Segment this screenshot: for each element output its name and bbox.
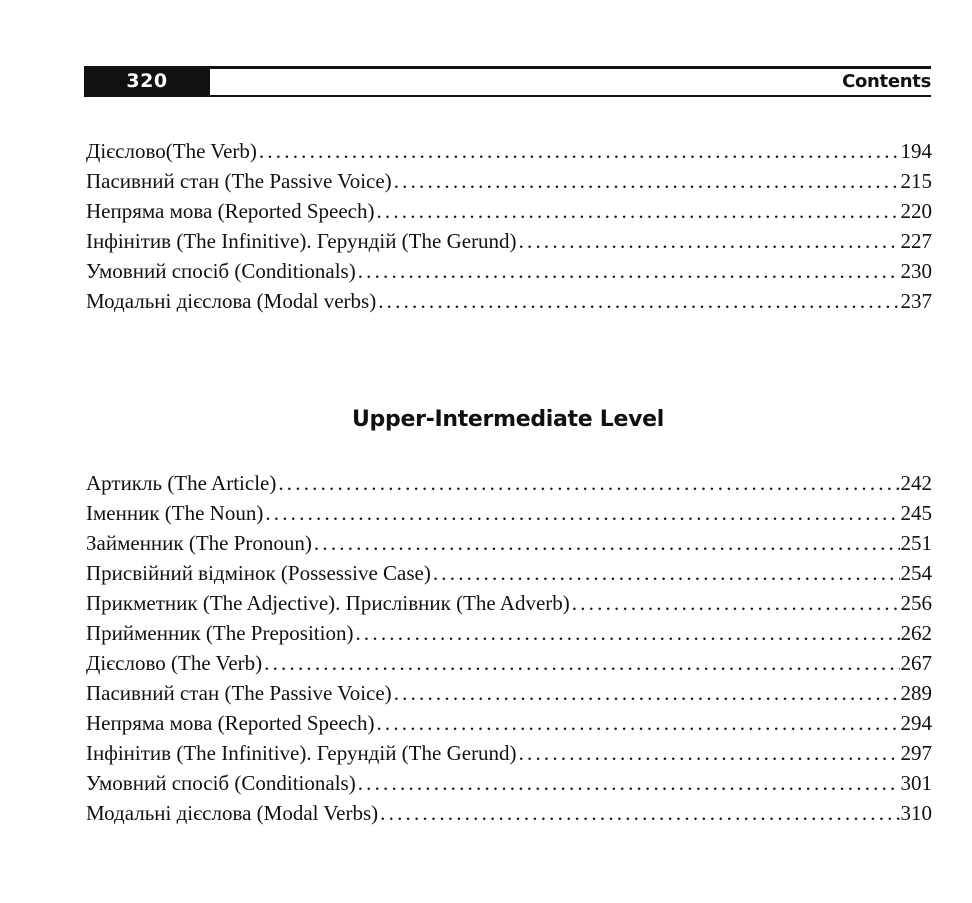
toc-leader-dots [376,286,899,316]
toc-leader-dots [353,618,899,648]
toc-entry [86,738,932,768]
toc-entry [86,588,932,618]
toc-leader-dots [356,256,900,286]
toc-entry-page: 297 [900,741,932,765]
toc-entry [86,286,932,316]
toc-entry-title: Умовний спосіб (Conditionals) [86,259,356,283]
toc-entry-title: Артикль (The Article) [86,471,277,495]
toc-entry-title: Дієслово (The Verb) [86,651,263,675]
toc-entry-title: Модальні дієслова (Modal Verbs) [86,801,379,825]
toc-entry-page: 254 [900,561,932,585]
toc-entry-title: Займенник (The Pronoun) [86,531,312,555]
toc-leader-dots [517,738,900,768]
toc-entry-title: Інфінітив (The Infinitive). Герундій (The Gerund) [86,229,517,253]
toc-entry-page: 310 [900,801,932,825]
toc-leader-dots [312,528,900,558]
toc-leader-dots [374,196,899,226]
header-top-rule [84,66,931,69]
toc-leader-dots [570,588,900,618]
toc-entry-page: 251 [900,531,932,555]
toc-entry-page: 227 [900,229,932,253]
section-heading: Upper-Intermediate Level [351,407,664,432]
toc-entry-title: Непряма мова (Reported Speech) [86,711,375,735]
toc-entry-page: 262 [900,621,932,645]
toc-entry [86,256,932,286]
toc-list-bottom [86,468,932,828]
toc-entry [86,196,932,226]
toc-entry-title: Дієслово(The Verb) [86,139,257,163]
toc-entry [86,468,932,498]
toc-entry [86,768,932,798]
toc-entry-page: 237 [900,289,932,313]
page-header [84,66,931,98]
toc-entry [86,528,932,558]
toc-entry-title: Модальні дієслова (Modal verbs) [86,289,377,313]
toc-entry-page: 215 [900,169,932,193]
toc-entry [86,648,932,678]
toc-entry-page: 245 [900,501,932,525]
toc-entry-title: Умовний спосіб (Conditionals) [86,771,356,795]
toc-leader-dots [392,166,900,196]
toc-entry [86,558,932,588]
toc-leader-dots [356,768,900,798]
toc-entry [86,136,932,166]
toc-entry-title: Прикметник (The Adjective). Прислівник (The Adverb) [86,591,570,615]
page-number: 320 [84,66,210,97]
running-head: Contents [842,71,931,92]
toc-entry [86,498,932,528]
toc-entry [86,708,932,738]
toc-entry-page: 220 [900,199,932,223]
toc-entry-page: 256 [900,591,932,615]
toc-leader-dots [262,648,899,678]
toc-entry-page: 294 [900,711,932,735]
toc-entry-page: 289 [900,681,932,705]
toc-entry-page: 301 [900,771,932,795]
toc-entry [86,618,932,648]
toc-leader-dots [276,468,899,498]
toc-leader-dots [374,708,899,738]
toc-entry-title: Інфінітив (The Infinitive). Герундій (The Gerund) [86,741,517,765]
toc-entry-page: 267 [900,651,932,675]
toc-entry-title: Непряма мова (Reported Speech) [86,199,375,223]
toc-entry-title: Іменник (The Noun) [86,501,264,525]
toc-entry-page: 242 [900,471,932,495]
toc-entry-title: Прийменник (The Preposition) [86,621,354,645]
toc-leader-dots [263,498,899,528]
toc-leader-dots [392,678,900,708]
toc-entry-page: 230 [900,259,932,283]
toc-leader-dots [517,226,900,256]
toc-entry [86,166,932,196]
toc-entry-title: Пасивний стан (The Passive Voice) [86,681,392,705]
toc-entry [86,678,932,708]
toc-list-top [86,136,932,316]
toc-leader-dots [257,136,900,166]
toc-entry [86,798,932,828]
toc-leader-dots [378,798,899,828]
toc-entry [86,226,932,256]
toc-entry-title: Пасивний стан (The Passive Voice) [86,169,392,193]
toc-leader-dots [431,558,900,588]
header-bottom-rule [84,95,931,97]
toc-entry-page: 194 [900,139,932,163]
toc-entry-title: Присвійний відмінок (Possessive Case) [86,561,431,585]
